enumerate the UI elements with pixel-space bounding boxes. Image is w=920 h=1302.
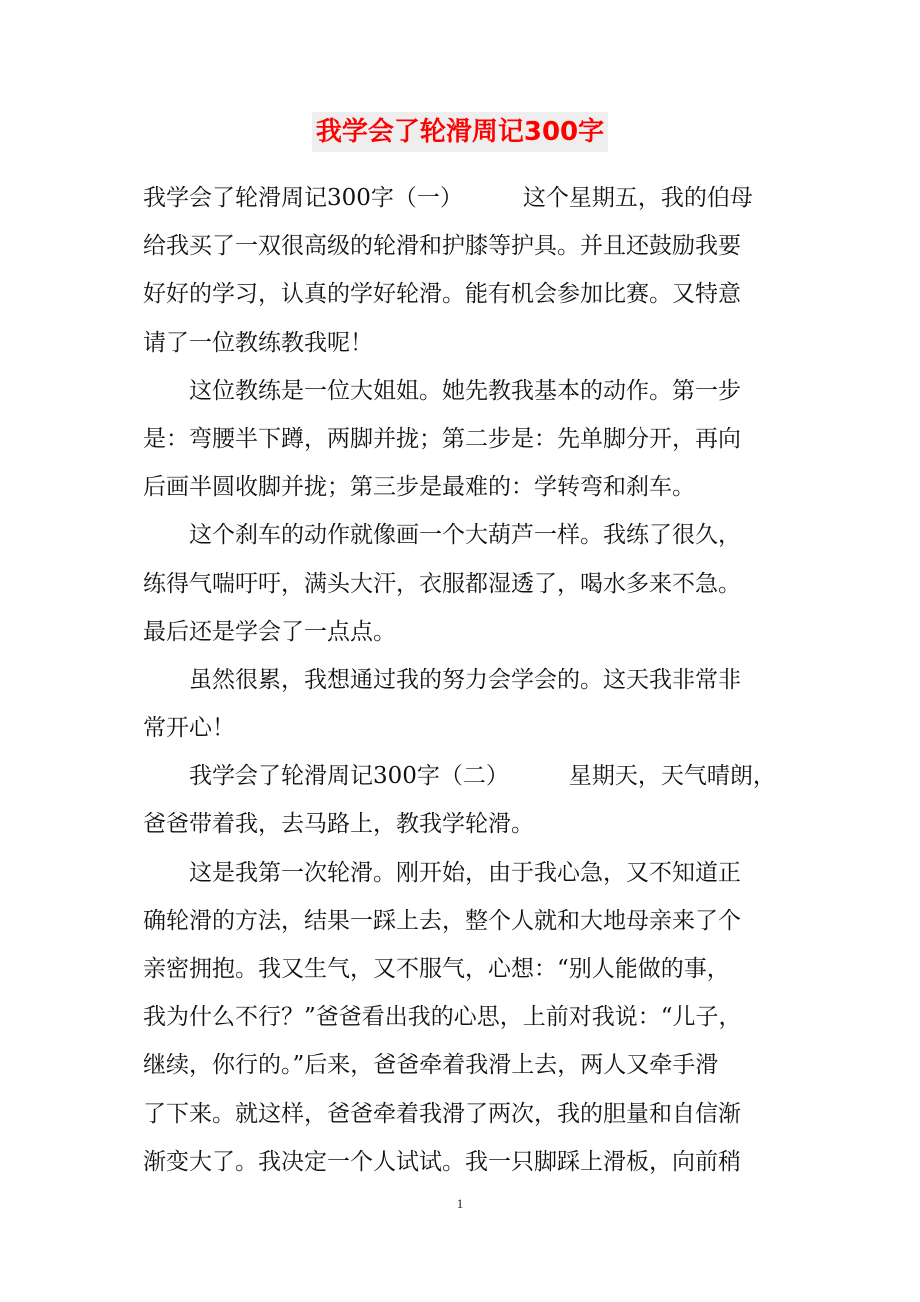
text-line-segment: 这个刹车的动作就像画一个大葫芦一样。我练了很久， [189,522,741,549]
text-line [143,1138,803,1186]
text-line-segment: 了下来。就这样，爸爸牵着我滑了两次，我的胆量和自信渐 [143,1100,741,1127]
text-line [143,222,803,270]
text-line-segment: 练得气喘吁吁，满头大汗，衣服都湿透了，喝水多来不急。 [143,570,741,597]
text-line-segment: 请了一位教练教我呢！ [143,329,373,356]
text-line [143,1041,803,1089]
text-line-segment: 是：弯腰半下蹲，两脚并拢；第二步是：先单脚分开，再向 [143,425,741,452]
text-line-segment: 确轮滑的方法，结果一踩上去，整个人就和大地母亲来了个 [143,907,741,934]
text-line [143,1090,803,1138]
text-line [143,993,803,1041]
text-line [143,752,803,800]
text-line [143,367,803,415]
text-line [143,608,803,656]
text-line [143,463,803,511]
document-body [143,174,803,1186]
text-line-segment: 好好的学习，认真的学好轮滑。能有机会参加比赛。又特意 [143,281,741,308]
text-line [143,704,803,752]
text-line-segment: 虽然很累，我想通过我的努力会学会的。这天我非常非 [189,666,741,693]
text-line [143,174,803,222]
text-line-segment: 星期天，天气晴朗， [568,763,776,790]
text-line [143,270,803,318]
text-line-segment: 这个星期五，我的伯母 [522,185,753,211]
text-line [143,800,803,848]
title-container [0,112,920,152]
document-title: 我学会了轮滑周记300字 [312,112,608,152]
text-line-segment: 我为什么不行？”爸爸看出我的心思，上前对我说：“儿子， [143,1004,742,1031]
text-line [143,897,803,945]
page-number: 1 [456,1196,464,1211]
text-line [143,849,803,897]
text-line-segment: 亲密拥抱。我又生气，又不服气，心想：“别人能做的事， [143,956,730,982]
text-line-segment: 爸爸带着我，去马路上，教我学轮滑。 [143,811,534,838]
text-line [143,511,803,559]
text-line [143,656,803,704]
text-line [143,415,803,463]
text-line-segment: 渐变大了。我决定一个人试试。我一只脚踩上滑板，向前稍 [143,1148,741,1175]
text-line-segment: 我学会了轮滑周记300字（一） [143,185,463,211]
text-line-segment: 后画半圆收脚并拢；第三步是最难的：学转弯和刹车。 [143,474,695,501]
text-line-segment: 最后还是学会了一点点。 [143,618,396,645]
text-line-segment: 我学会了轮滑周记300字（二） [189,763,509,790]
text-line-segment: 继续，你行的。”后来，爸爸牵着我滑上去，两人又牵手滑 [143,1052,719,1079]
text-line [143,560,803,608]
text-line-segment: 给我买了一双很高级的轮滑和护膝等护具。并且还鼓励我要 [143,233,741,260]
text-line-segment: 这是我第一次轮滑。刚开始，由于我心急，又不知道正 [189,859,741,886]
text-line-segment: 这位教练是一位大姐姐。她先教我基本的动作。第一步 [189,377,741,404]
text-line [143,319,803,367]
text-line-segment: 常开心！ [143,715,235,742]
text-line [143,945,803,993]
